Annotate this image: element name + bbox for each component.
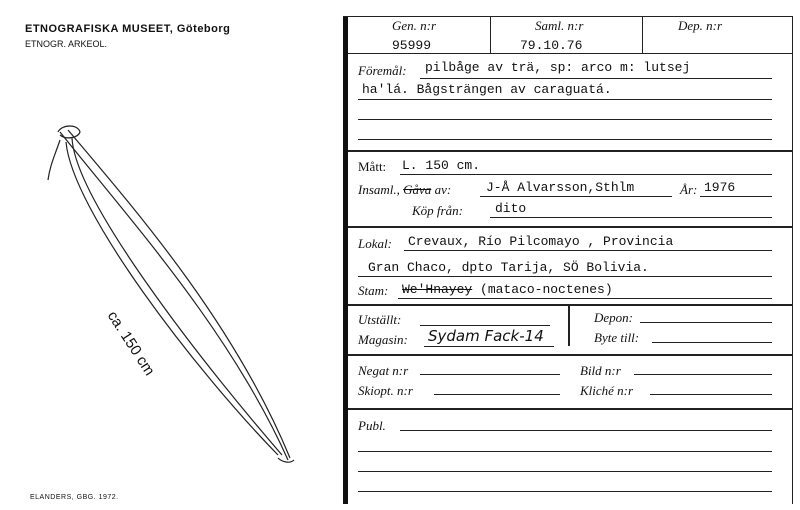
museum-name: ETNOGRAFISKA MUSEET, Göteborg <box>25 23 231 35</box>
negat-label: Negat n:r <box>358 363 409 378</box>
byte-label: Byte till: <box>594 330 640 345</box>
card-left-border-bold <box>343 16 348 504</box>
rule <box>400 174 772 175</box>
rule <box>700 196 772 197</box>
rule <box>358 451 772 452</box>
section-rule <box>348 354 792 356</box>
rule <box>424 346 554 347</box>
lokal-line2: Gran Chaco, dpto Tarija, SÖ Bolivia. <box>368 260 649 275</box>
saml-label: Saml. n:r <box>535 18 584 33</box>
utstallt-label: Utställt: <box>358 312 402 327</box>
rule <box>420 374 560 375</box>
bow-string-2 <box>66 142 278 455</box>
rule <box>358 119 772 120</box>
section-rule <box>348 304 792 306</box>
top-row-bottom <box>348 53 792 54</box>
stam-struck: We'Hnayey <box>402 282 473 297</box>
section-rule <box>348 408 792 410</box>
kop-label: Köp från: <box>412 203 463 218</box>
matt-label: Mått: <box>358 159 387 174</box>
rule <box>398 298 772 299</box>
magasin-label: Magasin: <box>358 332 408 347</box>
lokal-label: Lokal: <box>358 236 392 251</box>
rule <box>650 394 772 395</box>
foremal-label: Föremål: <box>358 63 407 78</box>
rule <box>404 250 772 251</box>
kop-value: dito <box>495 201 527 216</box>
rule <box>358 276 772 277</box>
matt-value: L. 150 cm. <box>402 158 481 173</box>
rule <box>420 325 550 326</box>
insaml-label-suffix: av: <box>434 182 452 197</box>
magasin-value: Sydam Fack-14 <box>428 327 544 345</box>
kliche-label: Kliché n:r <box>580 383 634 398</box>
skiopt-label: Skiopt. n:r <box>358 383 413 398</box>
insaml-struck: Gåva <box>403 182 432 197</box>
stam-value <box>402 282 613 297</box>
rule <box>358 491 772 492</box>
card-right-border <box>792 16 793 504</box>
size-label: ca. 150 cm <box>103 308 158 379</box>
gen-label: Gen. n:r <box>392 18 437 33</box>
year-value: 1976 <box>704 180 736 195</box>
section-rule <box>348 150 792 152</box>
bild-label: Bild n:r <box>580 363 621 378</box>
saml-value: 79.10.76 <box>520 38 583 53</box>
year-label: År: <box>680 182 698 197</box>
dep-label: Dep. n:r <box>678 18 723 33</box>
rule <box>358 99 772 100</box>
insaml-label-text: Insaml., <box>358 182 400 197</box>
insaml-label <box>358 182 451 198</box>
foremal-line1: pilbåge av trä, sp: arco m: lutsej <box>425 60 691 75</box>
string-end-top <box>48 140 60 180</box>
stam-label: Stam: <box>358 283 389 298</box>
section-rule <box>348 226 792 228</box>
rule <box>420 78 772 79</box>
rule <box>640 322 772 323</box>
rule <box>634 374 772 375</box>
rule <box>400 430 772 431</box>
lokal-line1: Crevaux, Río Pilcomayo , Provincia <box>408 234 674 249</box>
bow-drawing <box>0 0 340 510</box>
rule <box>652 342 772 343</box>
foremal-line2: ha'lá. Bågsträngen av caraguatá. <box>362 82 612 97</box>
rule <box>434 394 560 395</box>
top-divider-1 <box>490 16 491 53</box>
department-name: ETNOGR. ARKEOL. <box>25 39 108 49</box>
rule <box>480 196 672 197</box>
bow-tip-bottom <box>278 458 294 462</box>
publ-label: Publ. <box>358 418 386 433</box>
card-top-border <box>343 16 793 17</box>
bow-limb-inner <box>68 130 290 458</box>
rule <box>490 217 772 218</box>
rule <box>358 139 772 140</box>
bow-limb <box>60 132 288 460</box>
depon-label: Depon: <box>594 310 633 325</box>
insaml-value: J-Å Alvarsson,Sthlm <box>486 180 635 195</box>
storage-divider <box>568 306 570 346</box>
top-divider-2 <box>642 16 643 53</box>
stam-text: (mataco-noctenes) <box>480 282 613 297</box>
printer-imprint: ELANDERS, GBG. 1972. <box>30 494 119 501</box>
rule <box>358 471 772 472</box>
gen-value: 95999 <box>392 38 432 53</box>
